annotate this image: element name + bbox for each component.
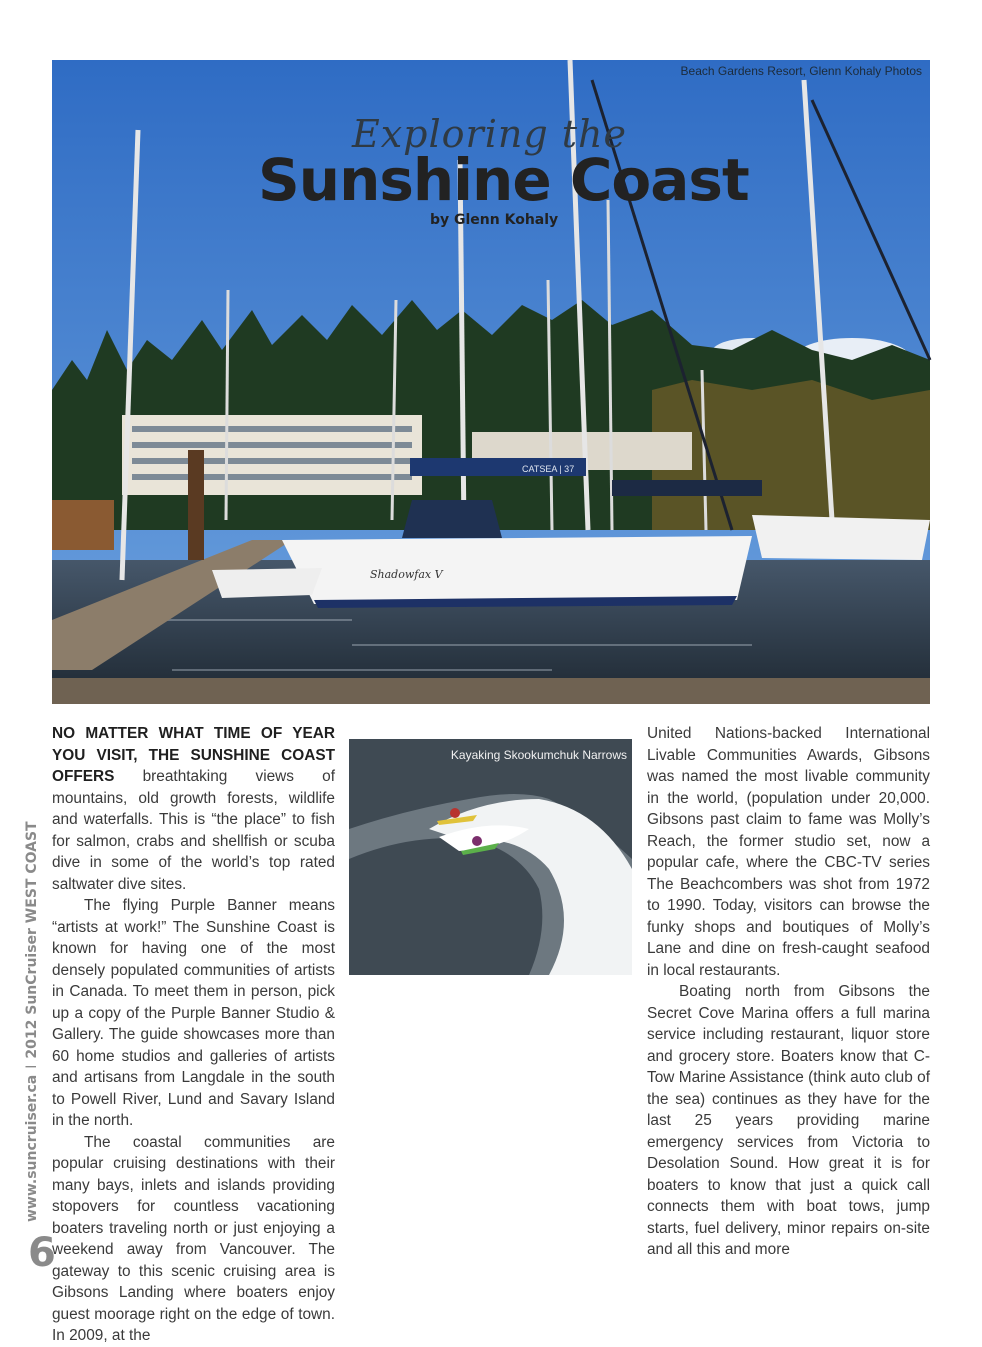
article-paragraph: United Nations-backed International Livable Communities Awards, Gibsons was named the most livable community in the world, (population under 20,000. Gibsons past claim to fame was Molly’s Reach, the former studio set, now a popular cafe, where the CBC-TV series The Beachcombers was shot from 1972 to 1990. Today, visitors can browse the funky shops and boutiques of Molly’s Lane and dine on fresh-caught seafood in local restaurants. xyxy=(647,725,930,979)
hero-photo xyxy=(52,60,930,704)
edition-label: 2012 SunCruiser WEST COAST xyxy=(24,821,40,1059)
dodger xyxy=(402,500,502,538)
sail-cover xyxy=(612,480,762,496)
article-text: breathtaking views of mountains, old growth forests, wildlife and waterfalls. This is “the place” to fish for salmon, crabs and shellfish or scuba dive in some of the world’s top rated saltwater dive sites. xyxy=(52,768,335,893)
article-column-3 xyxy=(647,723,930,1261)
dinghy xyxy=(212,568,322,598)
site-url: www.suncruiser.ca xyxy=(24,1074,40,1222)
headline-kicker: Exploring the xyxy=(352,112,627,156)
inset-caption: Kayaking Skookumchuk Narrows xyxy=(450,748,627,762)
wooden-boat xyxy=(52,500,114,550)
article-column-2 xyxy=(349,723,632,989)
article-column-1 xyxy=(52,723,335,1347)
article-paragraph: The coastal communities are popular cruising destinations with their many bays, inlets and islands providing stopovers for countless vacationing boaters traveling north or just enjoying a weekend away from Vancouver. The gateway to this scenic cruising area is Gibsons Landing where boaters enjoy guest moorage right on the edge of town. In 2009, at the xyxy=(52,1133,335,1344)
neighbor-boat xyxy=(752,515,930,560)
inset-photo xyxy=(349,739,632,975)
article-paragraph: The flying Purple Banner means “artists at work!” The Sunshine Coast is known for having one of the most densely populated communities of artists in Canada. To meet them in person, pick up a copy of the Purple Banner Studio & Gallery. The guide showcases more than 60 home studios and galleries of artists and artisans from Langdale in the south to Powell River, Lund and Savary Island in the north. xyxy=(52,897,335,1129)
article-lead: NO MATTER WHAT TIME OF YEAR YOU VISIT, THE SUNSHINE COAST OFFERS xyxy=(52,725,335,785)
article-paragraph xyxy=(52,723,335,895)
separator: I xyxy=(24,1064,40,1069)
page-number: 6 xyxy=(28,1230,56,1276)
sail-label: CATSEA | 37 xyxy=(522,464,575,474)
byline: by Glenn Kohaly xyxy=(430,212,559,228)
boat-name: Shadowfax V xyxy=(370,568,443,581)
piling xyxy=(188,450,204,560)
kayak-photo-illustration xyxy=(349,739,632,975)
article-paragraph: Boating north from Gibsons the Secret Cove Marina offers a full marina service including restaurant, liquor store and grocery store. Boaters know that C-Tow Marine Assistance (think auto club of the sea) continues as they have for the last 25 years providing marine emergency services from Victoria to Desolation Sound. How great it is for boaters to know that just a quick call connects them with boat tows, jump starts, fuel delivery, minor repairs on-site and all this and more xyxy=(647,983,930,1258)
page-title: Sunshine Coast xyxy=(258,146,749,214)
dock-front xyxy=(52,678,930,704)
side-margin-banner xyxy=(24,821,40,1222)
sailboat-hull xyxy=(282,536,752,604)
photo-credit: Beach Gardens Resort, Glenn Kohaly Photos xyxy=(680,64,922,78)
